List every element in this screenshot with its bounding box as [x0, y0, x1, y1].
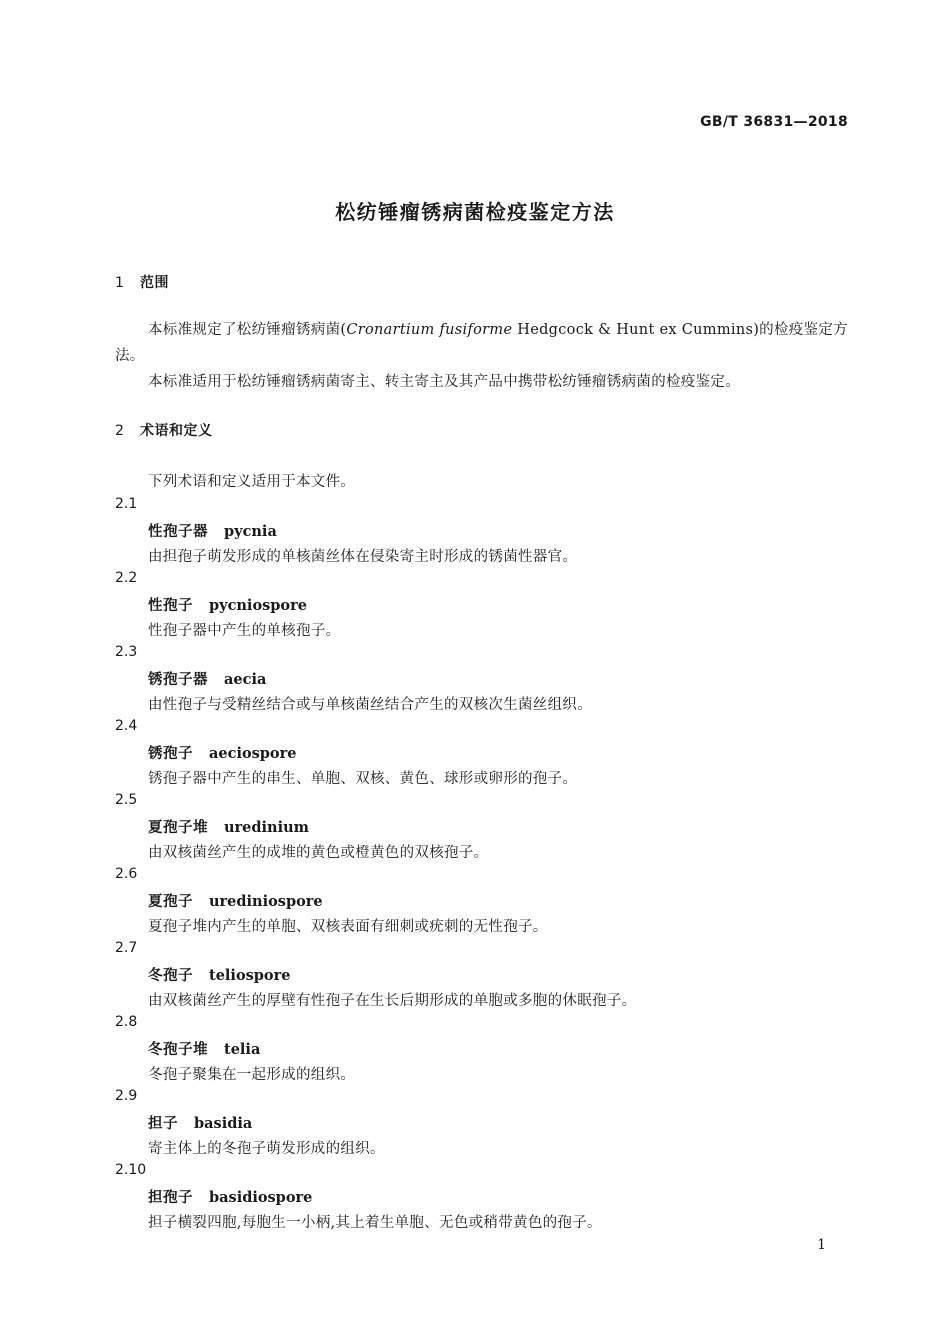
- scientific-name: Cronartium fusiforme: [346, 322, 513, 338]
- term-chinese: 夏孢子堆: [148, 820, 208, 836]
- term-name: [148, 1186, 312, 1207]
- scope-paragraph-1: [115, 317, 855, 369]
- term-number: 2.7: [115, 940, 138, 956]
- term-name: [148, 816, 309, 837]
- standard-code: GB/T 36831—2018: [700, 114, 848, 130]
- term-name: [148, 520, 277, 541]
- term-definition: 冬孢子聚集在一起形成的组织。: [148, 1067, 356, 1083]
- term-name: [148, 742, 296, 763]
- term-english: urediniospore: [209, 893, 323, 910]
- section-2-heading: [115, 420, 213, 440]
- scope-paragraph-2: 本标准适用于松纺锤瘤锈病菌寄主、转主寄主及其产品中携带松纺锤瘤锈病菌的检疫鉴定。: [148, 374, 740, 390]
- term-number: 2.1: [115, 496, 138, 512]
- term-number: 2.4: [115, 718, 138, 734]
- scope-paragraph-1-pre: 本标准规定了松纺锤瘤锈病菌(: [148, 322, 347, 338]
- term-number: 2.5: [115, 792, 138, 808]
- term-english: pycnia: [224, 523, 277, 540]
- term-english: aeciospore: [209, 745, 297, 762]
- term-definition: 寄主体上的冬孢子萌发形成的组织。: [148, 1141, 385, 1157]
- term-name: [148, 890, 323, 911]
- term-number: 2.3: [115, 644, 138, 660]
- term-definition: 由双核菌丝产生的成堆的黄色或橙黄色的双核孢子。: [148, 845, 489, 861]
- section-1-heading: [115, 272, 169, 292]
- term-name: [148, 594, 307, 615]
- scope-paragraph-1-post: Hedgcock & Hunt ex Cummins)的检疫鉴定方法。: [115, 322, 848, 364]
- term-name: [148, 1112, 252, 1133]
- term-chinese: 冬孢子堆: [148, 1042, 208, 1058]
- term-english: teliospore: [209, 967, 291, 984]
- term-number: 2.8: [115, 1014, 138, 1030]
- term-definition: 夏孢子堆内产生的单胞、双核表面有细刺或疣刺的无性孢子。: [148, 919, 548, 935]
- section-2-title: 术语和定义: [140, 423, 213, 439]
- term-chinese: 锈孢子器: [148, 672, 208, 688]
- term-chinese: 性孢子器: [148, 524, 208, 540]
- term-name: [148, 668, 266, 689]
- term-chinese: 担孢子: [148, 1190, 193, 1206]
- term-name: [148, 964, 290, 985]
- term-chinese: 冬孢子: [148, 968, 193, 984]
- term-definition: 锈孢子器中产生的串生、单胞、双核、黄色、球形或卵形的孢子。: [148, 771, 578, 787]
- term-chinese: 锈孢子: [148, 746, 193, 762]
- term-number: 2.10: [115, 1162, 147, 1178]
- term-definition: 由性孢子与受精丝结合或与单核菌丝结合产生的双核次生菌丝组织。: [148, 697, 592, 713]
- term-english: telia: [224, 1041, 261, 1058]
- document-title: 松纺锤瘤锈病菌检疫鉴定方法: [335, 200, 615, 224]
- term-number: 2.6: [115, 866, 138, 882]
- term-chinese: 性孢子: [148, 598, 193, 614]
- term-name: [148, 1038, 260, 1059]
- term-english: aecia: [224, 671, 267, 688]
- term-english: basidia: [194, 1115, 253, 1132]
- term-number: 2.2: [115, 570, 138, 586]
- term-english: basidiospore: [209, 1189, 313, 1206]
- term-number: 2.9: [115, 1088, 138, 1104]
- term-definition: 担子横裂四胞,每胞生一小柄,其上着生单胞、无色或稍带黄色的孢子。: [148, 1215, 602, 1231]
- term-definition: 由担孢子萌发形成的单核菌丝体在侵染寄主时形成的锈菌性器官。: [148, 549, 578, 565]
- term-definition: 由双核菌丝产生的厚壁有性孢子在生长后期形成的单胞或多胞的休眠孢子。: [148, 993, 637, 1009]
- term-definition: 性孢子器中产生的单核孢子。: [148, 623, 341, 639]
- section-1-title: 范围: [140, 275, 169, 291]
- term-chinese: 担子: [148, 1116, 178, 1132]
- terms-intro: 下列术语和定义适用于本文件。: [148, 474, 356, 490]
- section-1-number: 1: [115, 275, 125, 291]
- section-2-number: 2: [115, 423, 125, 439]
- term-english: uredinium: [224, 819, 309, 836]
- term-chinese: 夏孢子: [148, 894, 193, 910]
- page-number: 1: [817, 1237, 826, 1253]
- term-english: pycniospore: [209, 597, 307, 614]
